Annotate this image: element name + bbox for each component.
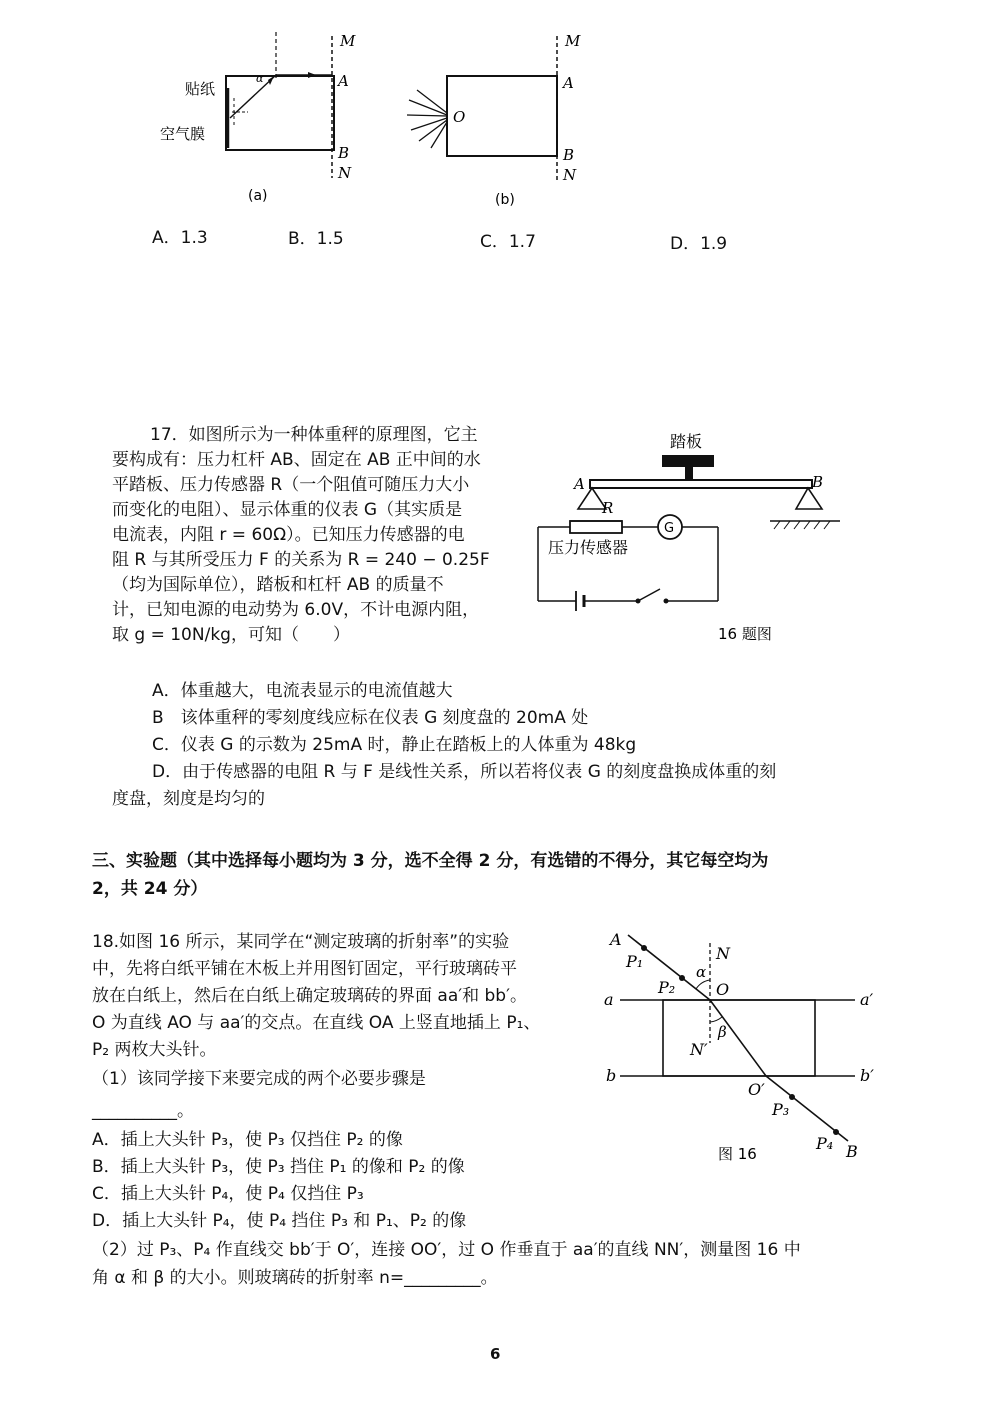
q17-line-2: 要构成有：压力杠杆 AB、固定在 AB 正中间的水 (112, 450, 481, 470)
q18-option-c: C．插上大头针 P₄，使 P₄ 仅挡住 P₃ (92, 1184, 364, 1204)
fig-b-caption: (b) (495, 192, 515, 208)
fig18-O: O (716, 980, 730, 999)
q17-line-7: （均为国际单位），踏板和杠杆 AB 的质量不 (112, 575, 444, 595)
q17-line-5: 电流表，内阻 r = 60Ω）。已知压力传感器的电 (112, 525, 465, 545)
fig17-sensor-label: 压力传感器 (548, 538, 629, 557)
fig-a-caption: (a) (248, 188, 268, 204)
fig-b-N: N (563, 166, 577, 184)
fig18-alpha: α (696, 963, 707, 981)
q16-option-d: D．1.9 (670, 234, 728, 254)
q18-option-b: B．插上大头针 P₃，使 P₃ 挡住 P₁ 的像和 P₂ 的像 (92, 1157, 465, 1177)
section-3-heading-line-1: 三、实验题（其中选择每小题均为 3 分，选不全得 2 分，有选错的不得分，其它每空均为 (92, 851, 769, 871)
q18-line-1: 18.如图 16 所示，某同学在“测定玻璃的折射率”的实验 (92, 932, 510, 952)
fig-a-B: B (338, 144, 350, 162)
q18-line-4: O 为直线 AO 与 aa′的交点。在直线 OA 上竖直地插上 P₁、 (92, 1013, 541, 1033)
q18-part2-line-2: 角 α 和 β 的大小。则玻璃砖的折射率 n=_________。 (92, 1268, 498, 1288)
fig18-N-prime: N′ (690, 1040, 708, 1059)
fig18-P4: P₄ (816, 1134, 834, 1153)
fig-b-O: O (453, 108, 466, 126)
fig18-N: N (716, 944, 730, 963)
q18-option-d: D．插上大头针 P₄，使 P₄ 挡住 P₃ 和 P₁、P₂ 的像 (92, 1211, 467, 1231)
q17-line-9: 取 g = 10N/kg，可知（ ） (112, 625, 350, 645)
q18-line-5: P₂ 两枚大头针。 (92, 1040, 217, 1060)
q18-line-6: （1）该同学接下来要完成的两个必要步骤是 (92, 1069, 426, 1089)
fig17-R: R (602, 499, 614, 517)
fig-a-label-tiezhi: 贴纸 (185, 80, 216, 98)
fig-a-A: A (338, 72, 349, 90)
fig18-a-prime: a′ (860, 990, 874, 1009)
q18-line-3: 放在白纸上，然后在白纸上确定玻璃砖的界面 aa′和 bb′。 (92, 986, 527, 1006)
fig-a-N: N (338, 164, 352, 182)
fig18-P2: P₂ (658, 978, 676, 997)
q18-line-2: 中，先将白纸平铺在木板上并用图钉固定，平行玻璃砖平 (92, 959, 517, 979)
q17-option-d: D．由于传感器的电阻 R 与 F 是线性关系，所以若将仪表 G 的刻度盘换成体重的刻 (152, 762, 777, 782)
fig18-P3: P₃ (772, 1100, 790, 1119)
fig18-caption: 图 16 (718, 1145, 757, 1163)
fig17-caption: 16 题图 (718, 625, 772, 643)
q17-line-1: 17．如图所示为一种体重秤的原理图，它主 (150, 425, 478, 445)
q17-line-4: 而变化的电阻）、显示体重的仪表 G（其实质是 (112, 500, 463, 520)
fig-b-M: M (565, 32, 581, 50)
q17-option-d-cont: 度盘，刻度是均匀的 (112, 789, 265, 809)
q17-line-8: 计，已知电源的电动势为 6.0V，不计电源内阻， (112, 600, 480, 620)
q17-line-6: 阻 R 与其所受压力 F 的关系为 R = 240 − 0.25F (112, 550, 490, 570)
page-number: 6 (490, 1345, 501, 1363)
figure-17-scale-circuit (530, 425, 850, 650)
fig-a-M: M (340, 32, 356, 50)
fig17-A: A (574, 475, 585, 493)
q18-part2-line-1: （2）过 P₃、P₄ 作直线交 bb′于 O′，连接 OO′，过 O 作垂直于 aa′的直线 NN′，测量图 16 中 (92, 1240, 801, 1260)
fig18-B: B (846, 1142, 858, 1161)
fig18-O-prime: O′ (748, 1080, 765, 1099)
q17-option-c: C．仪表 G 的示数为 25mA 时，静止在踏板上的人体重为 48kg (152, 735, 637, 755)
fig18-a: a (604, 990, 614, 1009)
q17-line-3: 平踏板、压力传感器 R（一个阻值可随压力大小 (112, 475, 470, 495)
fig-a-label-kongqimo: 空气膜 (160, 125, 206, 143)
fig18-b: b (606, 1066, 617, 1085)
q16-option-b: B．1.5 (288, 229, 344, 249)
fig17-B: B (812, 473, 824, 491)
fig-a-alpha: α (256, 72, 264, 85)
fig18-beta: β (718, 1023, 727, 1041)
q17-option-b: B 该体重秤的零刻度线应标在仪表 G 刻度盘的 20mA 处 (152, 708, 589, 728)
q16-option-a: A．1.3 (152, 228, 208, 248)
fig17-G: G (664, 521, 675, 536)
q18-option-a: A．插上大头针 P₃，使 P₃ 仅挡住 P₂ 的像 (92, 1130, 403, 1150)
figure-16b (405, 28, 605, 213)
figure-16a (150, 28, 370, 208)
fig17-taban: 踏板 (670, 432, 703, 451)
q17-option-a: A．体重越大，电流表显示的电流值越大 (152, 681, 453, 701)
figure-18-glass-refraction (600, 925, 895, 1170)
fig18-P1: P₁ (626, 952, 644, 971)
q16-option-c: C．1.7 (480, 232, 536, 252)
fig-b-B: B (563, 146, 575, 164)
q18-answer-blank-1: __________。 (92, 1101, 194, 1121)
fig18-b-prime: b′ (860, 1066, 874, 1085)
fig18-A: A (610, 930, 622, 949)
section-3-heading-line-2: 2，共 24 分） (92, 879, 208, 899)
fig-b-A: A (563, 74, 574, 92)
